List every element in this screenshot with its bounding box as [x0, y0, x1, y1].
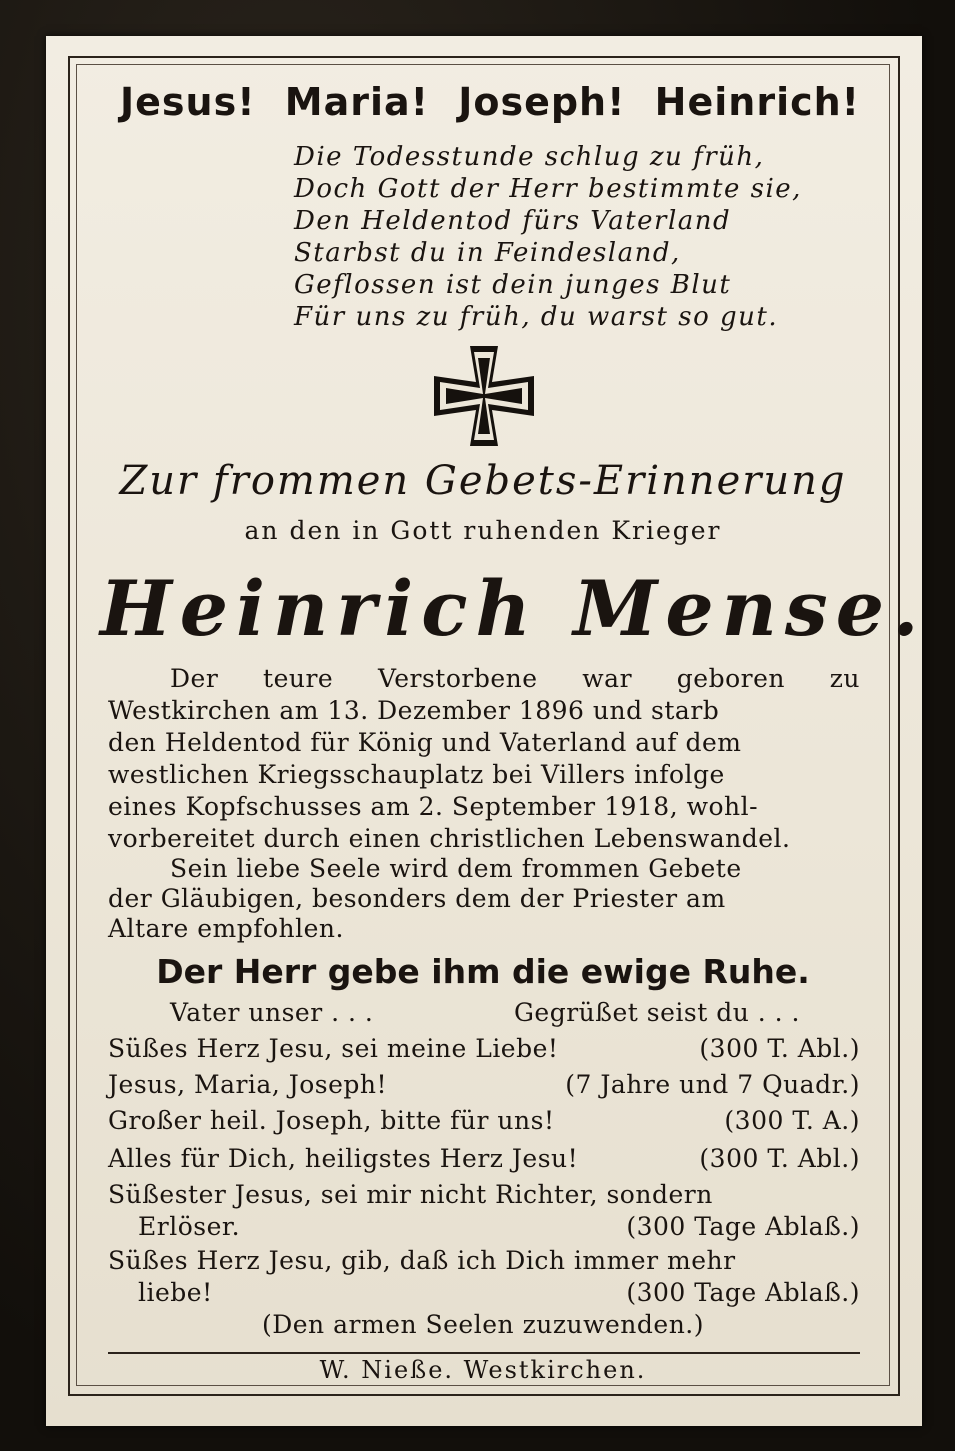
- bio-line: [108, 914, 860, 943]
- bio-line: [108, 728, 860, 757]
- prayer-line: [108, 1246, 860, 1275]
- prayer-line: [108, 1180, 860, 1209]
- iron-cross-icon: [430, 342, 538, 450]
- prayer-line: [138, 1278, 860, 1307]
- prayer-line: [138, 1212, 860, 1241]
- prayer-line: [170, 998, 800, 1027]
- footer-rule: [108, 1352, 860, 1354]
- poem-line: Die Todesstunde schlug zu früh,: [294, 142, 765, 172]
- bio-word: teure: [263, 664, 334, 693]
- bio-word: Verstorbene: [377, 664, 538, 693]
- bio-text: der Gläubigen, besonders dem der Priester am: [108, 884, 726, 913]
- prayer-line: [108, 1106, 860, 1135]
- printer-imprint: W. Nieße. Westkirchen.: [319, 1356, 647, 1384]
- poem-line: Für uns zu früh, du warst so gut.: [294, 302, 779, 332]
- bio-line: [108, 696, 860, 725]
- indulgence-note: (300 T. Abl.): [699, 1144, 860, 1173]
- indulgence-note: (300 T. Abl.): [699, 1034, 860, 1063]
- poem-line: Geflossen ist dein junges Blut: [294, 270, 732, 300]
- prayer-text: (Den armen Seelen zuzuwenden.): [261, 1310, 705, 1339]
- invocation-maria: Maria!: [284, 80, 429, 124]
- bio-text: Sein liebe Seele wird dem frommen Gebete: [170, 854, 742, 883]
- indulgence-note: (300 T. A.): [724, 1106, 860, 1135]
- bio-word: zu: [829, 664, 860, 693]
- prayer-text: Großer heil. Joseph, bitte für uns!: [108, 1106, 555, 1135]
- prayer-text: Süßes Herz Jesu, gib, daß ich Dich immer mehr: [108, 1246, 736, 1275]
- invocation-heinrich: Heinrich!: [654, 80, 860, 124]
- indulgence-note: (7 Jahre und 7 Quadr.): [565, 1070, 860, 1099]
- prayer-text: Jesus, Maria, Joseph!: [108, 1070, 388, 1099]
- bio-line: [170, 664, 860, 693]
- title: Zur frommen Gebets-Erinnerung: [119, 458, 847, 504]
- bio-text: den Heldentod für König und Vaterland auf dem: [108, 728, 742, 757]
- bio-word: war: [582, 664, 633, 693]
- bio-line: [108, 792, 860, 821]
- indulgence-note: (300 Tage Ablaß.): [626, 1278, 860, 1307]
- prayer-text: Erlöser.: [138, 1212, 241, 1241]
- bio-text: eines Kopfschusses am 2. September 1918, wohl-: [108, 792, 759, 821]
- invocation-joseph: Joseph!: [458, 80, 626, 124]
- prayer-line: [108, 1070, 860, 1099]
- bio-line: [108, 760, 860, 789]
- deceased-name: Heinrich Mense.: [100, 564, 927, 653]
- bio-line: [108, 824, 860, 853]
- poem-line: Den Heldentod fürs Vaterland: [294, 206, 732, 236]
- subtitle: an den in Gott ruhenden Krieger: [244, 516, 722, 545]
- prayer-line: [108, 1144, 860, 1173]
- invocation-jesus: Jesus!: [120, 80, 256, 124]
- bio-text: vorbereitet durch einen christlichen Lebenswandel.: [108, 824, 791, 853]
- prayer-text: Alles für Dich, heiligstes Herz Jesu!: [108, 1144, 579, 1173]
- prayer-text: Süßes Herz Jesu, sei meine Liebe!: [108, 1034, 559, 1063]
- bio-word: geboren: [676, 664, 785, 693]
- indulgence-note: (300 Tage Ablaß.): [626, 1212, 860, 1241]
- prayer-text: Vater unser . . .: [170, 998, 374, 1027]
- prayer-text: Süßester Jesus, sei mir nicht Richter, sondern: [108, 1180, 713, 1209]
- bio-text: Westkirchen am 13. Dezember 1896 und starb: [108, 696, 720, 725]
- bio-line: [108, 884, 860, 913]
- bio-word: Der: [170, 664, 219, 693]
- requiem-line: Der Herr gebe ihm die ewige Ruhe.: [156, 952, 810, 991]
- bio-line: [170, 854, 860, 883]
- prayer-text: liebe!: [138, 1278, 213, 1307]
- bio-text: westlichen Kriegsschauplatz bei Villers infolge: [108, 760, 725, 789]
- prayer-line: [118, 1310, 848, 1339]
- bio-text: Altare empfohlen.: [108, 914, 344, 943]
- prayer-text: Gegrüßet seist du . . .: [513, 998, 800, 1027]
- invocation-heading: [120, 80, 860, 124]
- prayer-line: [108, 1034, 860, 1063]
- poem-line: Starbst du in Feindesland,: [294, 238, 681, 268]
- poem-line: Doch Gott der Herr bestimmte sie,: [294, 174, 802, 204]
